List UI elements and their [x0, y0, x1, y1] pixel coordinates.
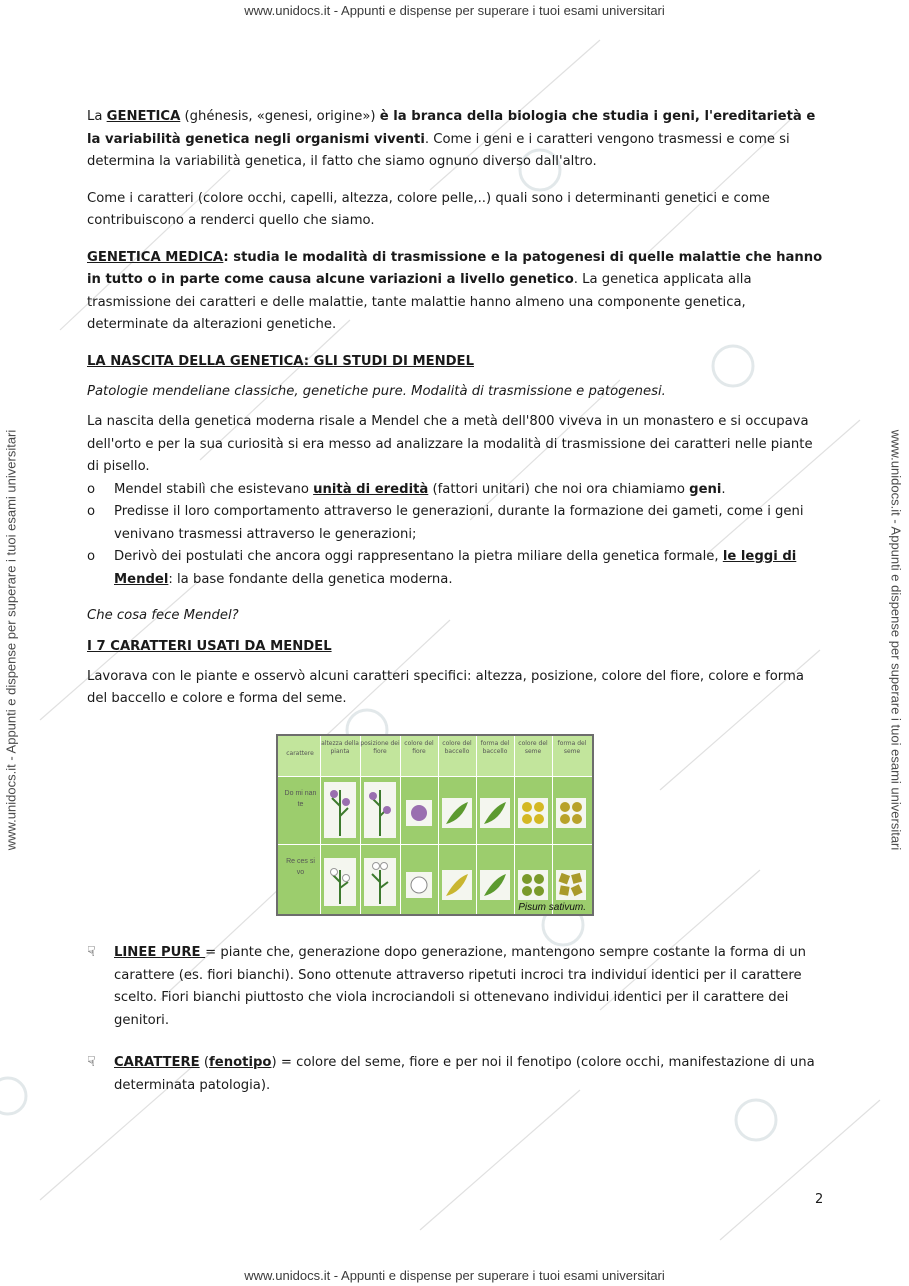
- paragraph-patologie: Patologie mendeliane classiche, genetiche pure. Modalità di trasmissione e patogenesi.: [87, 383, 666, 399]
- figure-header-cell: colore del seme: [518, 740, 548, 755]
- paragraph-caratteri: Come i caratteri (colore occhi, capelli, altezza, colore pelle,..) quali sono i determinanti genetici e come contribuiscono a renderci quello che siamo.: [87, 190, 770, 228]
- paragraph-carattere: ☟ CARATTERE (fenotipo) = colore del seme, fiore e per noi il fenotipo (colore occhi, manifestazione di una determinata patologia).: [87, 1052, 827, 1097]
- figure-header-cell: posizione dei fiore: [360, 740, 400, 755]
- list-item: o Predisse il loro comportamento attraverso le generazioni, durante la formazione dei gameti, come i geni venivano trasmessi attraverso le generazioni;: [87, 501, 827, 546]
- mendel-bullet-list: [87, 479, 827, 592]
- watermark-top: www.unidocs.it - Appunti e dispense per superare i tuoi esami universitari: [244, 3, 665, 18]
- figure-illustrations: [278, 736, 592, 914]
- watermark-right: www.unidocs.it - Appunti e dispense per superare i tuoi esami universitari: [888, 429, 904, 851]
- yellow-seed-icon: [518, 798, 548, 828]
- term-linee-pure: LINEE PURE: [114, 945, 206, 960]
- paragraph-genetica-medica: GENETICA MEDICA: studia le modalità di trasmissione e la patogenesi di quelle malattie che hanno in tutto o in parte come causa alcune variazioni a livello genetico. La genetica applicata alla trasmissione dei caratteri e delle malattie, tante malattie hanno almeno una componente genetica, determinate da alterazioni genetiche.: [87, 249, 823, 332]
- document-body-lower: [87, 942, 827, 1097]
- figure-caption: Pisum sativum.: [518, 902, 586, 913]
- page-number: 2: [815, 1192, 824, 1207]
- figure-row-label: Re ces si vo: [286, 858, 315, 876]
- term-fenotipo: fenotipo: [209, 1055, 272, 1070]
- term-genetica-medica: GENETICA MEDICA: [87, 249, 224, 265]
- bullet-marker: o: [87, 504, 96, 519]
- figure-header-cell: altezza della pianta: [321, 740, 359, 755]
- wrinkled-seed-icon: [556, 870, 586, 900]
- list-item: o Mendel stabilì che esistevano unità di eredità (fattori unitari) che noi ora chiamiamo geni.: [87, 479, 827, 502]
- watermark-bottom: www.unidocs.it - Appunti e dispense per superare i tuoi esami universitari: [244, 1268, 665, 1283]
- paragraph-question: Che cosa fece Mendel?: [87, 608, 239, 623]
- mendel-traits-figure: [276, 734, 594, 916]
- green-seed-icon: [518, 870, 548, 900]
- term-genetica: GENETICA: [106, 109, 181, 124]
- figure-header-cell: colore del fiore: [404, 740, 434, 755]
- paragraph-mendel: La nascita della genetica moderna risale a Mendel che a metà dell'800 viveva in un monastero e si occupava dell'orto e per la sua curiosità si era messo ad analizzare la modalità di trasmissione dei caratteri nelle piante di pisello.: [87, 414, 813, 474]
- figure-header-cell: forma del baccello: [480, 740, 510, 755]
- bullet-marker: o: [87, 481, 96, 497]
- round-seed-icon: [556, 798, 586, 828]
- heading-sette-caratteri: I 7 CARATTERI USATI DA MENDEL: [87, 638, 332, 654]
- figure-header-cell: carattere: [286, 750, 314, 757]
- figure-header-cell: colore del baccello: [442, 740, 472, 755]
- document-body: [87, 106, 827, 711]
- watermark-left: www.unidocs.it - Appunti e dispense per superare i tuoi esami universitari: [3, 429, 19, 851]
- pointing-hand-icon: ☟: [87, 944, 96, 960]
- figure-header-cell: forma del seme: [557, 740, 587, 755]
- bullet-marker: o: [87, 549, 96, 564]
- list-item: o Derivò dei postulati che ancora oggi rappresentano la pietra miliare della genetica formale, le leggi di Mendel: la base fondante della genetica moderna.: [87, 546, 827, 591]
- term-carattere: CARATTERE: [114, 1055, 200, 1070]
- heading-nascita-genetica: LA NASCITA DELLA GENETICA: GLI STUDI DI MENDEL: [87, 353, 474, 369]
- pointing-hand-icon: ☟: [87, 1054, 96, 1070]
- paragraph-lavorava: Lavorava con le piante e osservò alcuni caratteri specifici: altezza, posizione, colore del fiore, colore e forma del baccello e colore e forma del seme.: [87, 668, 804, 706]
- paragraph-genetica: La GENETICA (ghénesis, «genesi, origine») è la branca della biologia che studia i geni, l'ereditarietà e la variabilità genetica negli organismi viventi. Come i geni e i caratteri vengono trasmessi e come si determina la variabilità genetica, il fatto che siamo ognuno diverso dall'altro.: [87, 109, 816, 169]
- paragraph-linee-pure: ☟ LINEE PURE = piante che, generazione dopo generazione, mantengono sempre costante la forma di un carattere (es. fiori bianchi). Sono ottenute attraverso ripetuti incroci tra individui identici per il carattere scelto. Fiori bianchi piuttosto che viola incrociandoli si ottenevano individui identici per il carattere dei genitori.: [87, 942, 827, 1032]
- figure-row-label: Do mi nan te: [284, 790, 317, 808]
